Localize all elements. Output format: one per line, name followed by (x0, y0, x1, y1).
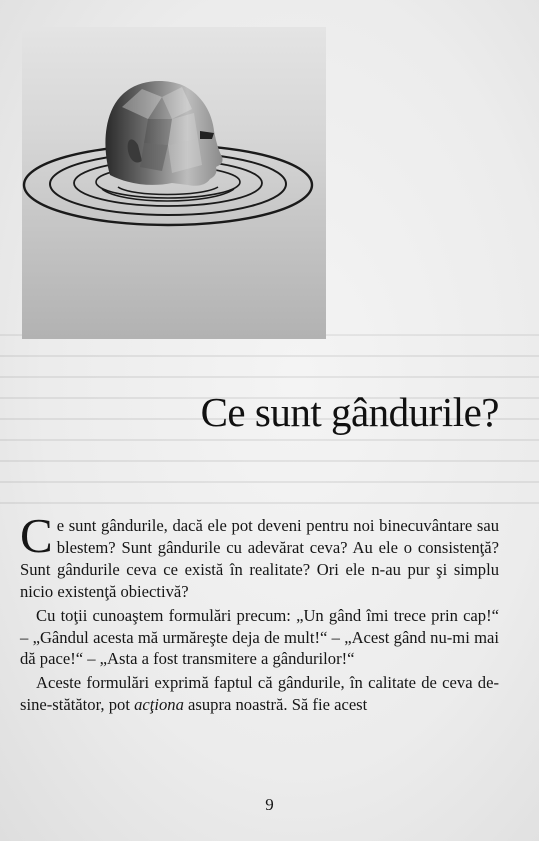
head-ripples-illustration (22, 27, 326, 339)
paragraph-3-text-after: asupra noastră. Să fie acest (183, 695, 368, 715)
paragraph-3-emphasis: acţiona (134, 695, 184, 715)
paragraph-2: Cu toţii cunoaştem formulări precum: „Un gând îmi trece prin cap!“ – „Gândul acesta mă urmăreşte deja de mult!“ – „Acest gând nu-mi mai dă pace!“ – „Asta a fost transmitere a gândurilor!“ (20, 605, 499, 669)
paragraph-3 (20, 672, 499, 716)
paragraph-1-text: e sunt gândurile, dacă ele pot deveni pentru noi binecuvântare sau blestem? Sunt gândurile cu adevărat ceva? Au ele o consistenţă? Sunt gândurile ceva ce există în realitate? Ori ele n-au pur şi simplu nicio existenţă obiectivă? (20, 516, 499, 601)
body-text (20, 508, 499, 716)
chapter-title: Ce sunt gândurile? (200, 389, 499, 435)
paragraph-1 (20, 508, 499, 603)
paragraph-3-text-before: Aceste formulări exprimă faptul că gândurile, în calitate de ceva de-sine-stătător, pot (20, 673, 499, 715)
page-number: 9 (265, 795, 274, 814)
drop-cap: C (20, 508, 53, 563)
head-emerging-from-ripples-icon (22, 27, 326, 339)
